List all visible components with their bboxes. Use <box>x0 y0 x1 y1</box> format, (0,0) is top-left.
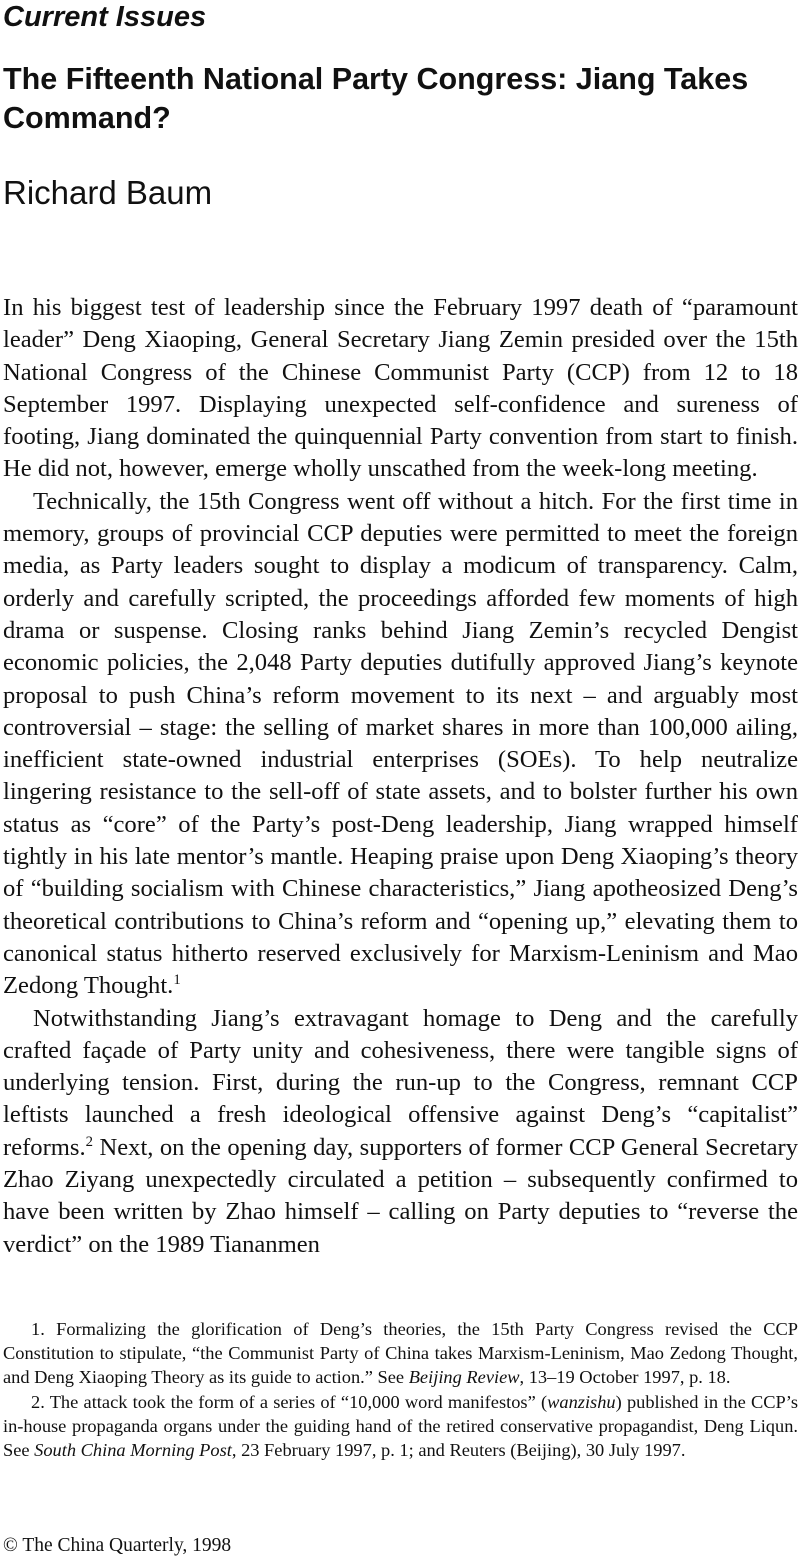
paragraph-1-text: In his biggest test of leadership since the February 1997 death of “paramount leader” Deng Xiaoping, General Secretary Jiang Zemin presided over the 15th National Congress of the Chinese Communist Party (CCP) from 12 to 18 September 1997. Displaying unexpected self-confidence and sureness of footing, Jiang dominated the quinquennial Party convention from start to finish. He did not, however, emerge wholly unscathed from the week-long meeting. <box>3 294 798 483</box>
footnote-2 <box>3 1390 798 1463</box>
footnote-2-mid: ) published in the CCP’s in-house propaganda organs under the guiding hand of the retired conservative propagandist, Deng Liqun. See <box>3 1391 798 1461</box>
footnote-ref-1: 1 <box>173 972 181 989</box>
paragraph-2 <box>3 486 798 1003</box>
paragraph-1 <box>3 292 798 486</box>
footnote-2-text: 2. The attack took the form of a series of “10,000 word manifestos” ( <box>31 1391 548 1412</box>
author-name: Richard Baum <box>3 174 213 211</box>
footnote-2-source: South China Morning Post <box>34 1440 232 1461</box>
paragraph-3 <box>3 1003 798 1261</box>
footnote-1-tail: , 13–19 October 1997, p. 18. <box>519 1367 731 1388</box>
footnote-2-tail: , 23 February 1997, p. 1; and Reuters (Beijing), 30 July 1997. <box>231 1440 686 1461</box>
footnotes <box>3 1317 798 1462</box>
section-heading: Current Issues <box>3 1 207 33</box>
article-body <box>3 292 798 1261</box>
footnote-1-text: 1. Formalizing the glorification of Deng’s theories, the 15th Party Congress revised the CCP Constitution to stipulate, “the Communist Party of China takes Marxism-Leninism, Mao Zedong Thought, and Deng Xiaoping Theory as its guide to action.” See <box>3 1319 798 1388</box>
article-title: The Fifteenth National Party Congress: Jiang Takes Command? <box>3 62 749 135</box>
copyright-notice: © The China Quarterly, 1998 <box>3 1535 232 1556</box>
paragraph-2-text: Technically, the 15th Congress went off without a hitch. For the first time in memory, groups of provincial CCP deputies were permitted to meet the foreign media, as Party leaders sought to display a modicum of transparency. Calm, orderly and carefully scripted, the proceedings afforded few moments of high drama or suspense. Closing ranks behind Jiang Zemin’s recycled Dengist economic policies, the 2,048 Party deputies dutifully approved Jiang’s keynote proposal to push China’s reform movement to its next – and arguably most controversial – stage: the selling of market shares in more than 100,000 ailing, inefficient state-owned industrial enterprises (SOEs). To help neutralize lingering resistance to the sell-off of state assets, and to bolster further his own status as “core” of the Party’s post-Deng leadership, Jiang wrapped himself tightly in his late mentor’s mantle. Heaping praise upon Deng Xiaoping’s theory of “building socialism with Chinese characteristics,” Jiang apotheosized Deng’s theoretical contributions to China’s reform and “opening up,” elevating them to canonical status hitherto reserved exclusively for Marxism-Leninism and Mao Zedong Thought. <box>3 487 798 1000</box>
paragraph-3-text-b: Next, on the opening day, supporters of former CCP General Secretary Zhao Ziyang unexpectedly circulated a petition – subsequently confirmed to have been written by Zhao himself – calling on Party deputies to “reverse the verdict” on the 1989 Tiananmen <box>3 1133 798 1258</box>
footnote-1 <box>3 1317 798 1390</box>
paragraph-3-text-a: Notwithstanding Jiang’s extravagant homage to Deng and the carefully crafted façade of Party unity and cohesiveness, there were tangible signs of underlying tension. First, during the run-up to the Congress, remnant CCP leftists launched a fresh ideological offensive against Deng’s “capitalist” reforms. <box>3 1004 798 1161</box>
footnote-2-term: wanzishu <box>547 1391 616 1412</box>
footnote-1-source: Beijing Review <box>408 1367 520 1388</box>
footnote-ref-2: 2 <box>85 1133 94 1150</box>
